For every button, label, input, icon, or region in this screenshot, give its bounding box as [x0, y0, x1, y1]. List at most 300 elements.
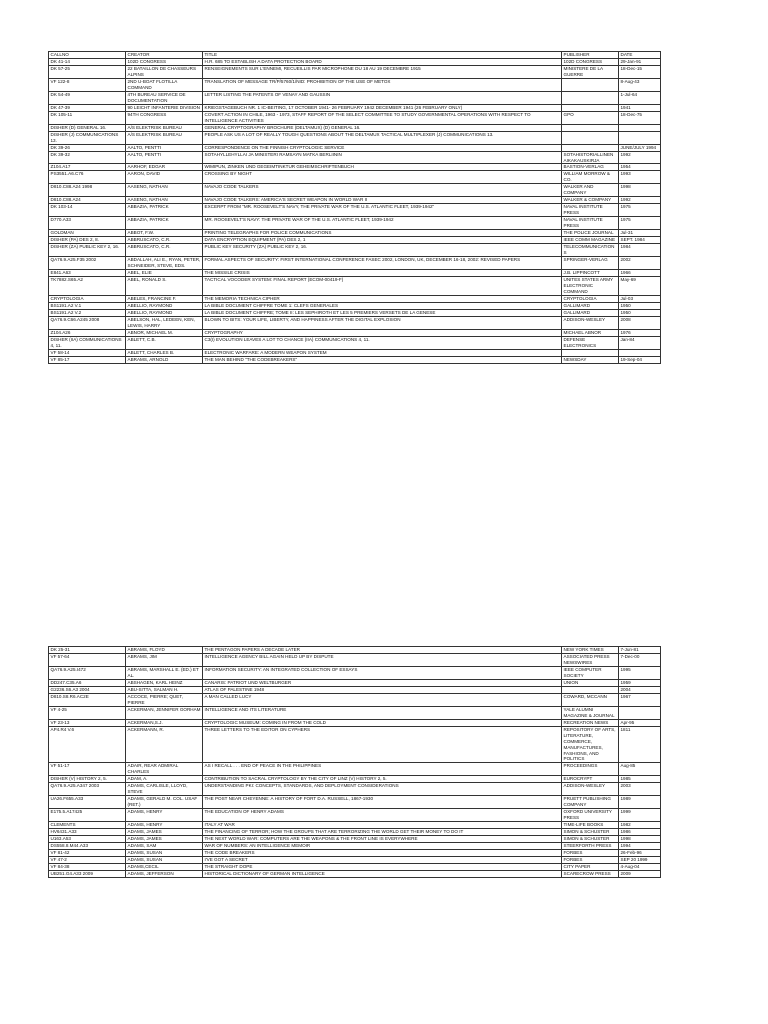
table-row: [49, 763, 661, 776]
date-cell: 1998: [619, 184, 661, 197]
title-cell: HISTORICAL DICTIONARY OF GERMAN INTELLIGENCE: [203, 870, 562, 877]
creator-cell: ABELES, FRANCINE F.: [126, 295, 203, 302]
creator-cell: ADAMS, SAM: [126, 843, 203, 850]
table-row: [49, 144, 661, 151]
publisher-cell: SIMON & SCHUSTER: [562, 836, 619, 843]
table-row: [49, 706, 661, 719]
title-cell: SOTAHYLLEHYLLAI JA MINISTERI RAMSAYN MATKA BERLIININ: [203, 151, 562, 164]
date-cell: SEPT. 1984: [619, 237, 661, 244]
callno-cell: G2236.S6.A3 2004: [49, 686, 126, 693]
publisher-cell: STEERFORTH PRESS: [562, 843, 619, 850]
table-row: [49, 829, 661, 836]
creator-cell: ADAMS, HENRY: [126, 822, 203, 829]
header-row: [49, 52, 661, 59]
publisher-cell: IEEE COMM MAGAZINE: [562, 237, 619, 244]
table-row: [49, 776, 661, 783]
date-cell: Jul-03: [619, 295, 661, 302]
callno-cell: HV6431.A33: [49, 829, 126, 836]
creator-cell: ADAMS, SUSAN: [126, 850, 203, 857]
callno-cell: D770.A33: [49, 217, 126, 230]
title-cell: INTELLIGENCE AND ITS LITERATURE: [203, 706, 562, 719]
publisher-cell: TELECOMMUNICATIONS: [562, 244, 619, 257]
callno-cell: U163.A53: [49, 836, 126, 843]
date-cell: 1975: [619, 217, 661, 230]
title-cell: WAR OF NUMBERS: AN INTELLIGENCE MEMOIR: [203, 843, 562, 850]
table-row: [49, 197, 661, 204]
creator-cell: ABRAMS, JIM: [126, 653, 203, 666]
table-row: [49, 796, 661, 809]
creator-cell: AASENG, NATHAN: [126, 197, 203, 204]
callno-cell: VF 58-14: [49, 349, 126, 356]
callno-cell: PS3551.A6.C76: [49, 171, 126, 184]
creator-cell: ABRAMS, ARNOLD: [126, 356, 203, 363]
table-row: [49, 217, 661, 230]
publisher-cell: SPRINGER-VERLAG: [562, 257, 619, 270]
callno-cell: DK 25-31: [49, 647, 126, 654]
title-cell: THE MAN BEHIND "THE CODEBREAKERS": [203, 356, 562, 363]
table-row: [49, 91, 661, 104]
date-cell: 1950: [619, 302, 661, 309]
publisher-cell: NEWSDAY: [562, 356, 619, 363]
date-cell: 7-Dec-00: [619, 653, 661, 666]
creator-cell: ADAMS, JEFFERSON: [126, 870, 203, 877]
publisher-cell: [562, 78, 619, 91]
creator-cell: 4TH BUREAU SERVICE DE DOCUMENTATION: [126, 91, 203, 104]
creator-cell: ABLETT, CHARLES B.: [126, 349, 203, 356]
callno-cell: QA76.9.C66.A245 2008: [49, 316, 126, 329]
table-row: [49, 237, 661, 244]
creator-cell: ACKERMANN, R.: [126, 726, 203, 763]
creator-cell: ACCOCE, PIERRE; QUET, PIERRE: [126, 693, 203, 706]
title-cell: PRINTING TELEGRAPHS FOR POLICE COMMUNICATIONS: [203, 230, 562, 237]
table-row: [49, 686, 661, 693]
callno-cell: DISHER (PA) DES 2, 8.: [49, 237, 126, 244]
creator-cell: A/S ELEKTRISK BUREAU: [126, 131, 203, 144]
title-cell: LA BIBLE DOCUMENT CHIFFRE; TOME II: LES SEPHIROTH ET LES 5 PREMIERS VERSETS DE LA GENESE: [203, 309, 562, 316]
publisher-cell: COWARD, MCCANN: [562, 693, 619, 706]
creator-cell: AARON, DAVID: [126, 171, 203, 184]
publisher-cell: GALLIMARD: [562, 309, 619, 316]
table-row: [49, 151, 661, 164]
title-cell: CROSSING BY NIGHT: [203, 171, 562, 184]
table-row: [49, 836, 661, 843]
title-cell: THE EDUCATION OF HENRY ADAMS: [203, 809, 562, 822]
creator-cell: ABEL, RONALD S.: [126, 276, 203, 295]
date-cell: 1999: [619, 809, 661, 822]
callno-cell: UB251.G4.A33 2009: [49, 870, 126, 877]
publisher-cell: EUROCRYPT: [562, 776, 619, 783]
callno-cell: DISHER (ZA) PUBLIC KEY 2, 16.: [49, 244, 126, 257]
callno-cell: DK 39-26: [49, 144, 126, 151]
creator-cell: ABRAMS, FLOYD: [126, 647, 203, 654]
date-cell: 19-Sep-04: [619, 356, 661, 363]
date-cell: 7-Jun-81: [619, 647, 661, 654]
publisher-cell: ASSOCIATED PRESS NEWSWIRES: [562, 653, 619, 666]
callno-cell: UA26.F655.A33: [49, 796, 126, 809]
publisher-cell: YALE ALUMNI MAGAZINE & JOURNAL: [562, 706, 619, 719]
table-row: [49, 822, 661, 829]
callno-cell: BS1191.A2 V.2: [49, 309, 126, 316]
table-row: [49, 653, 661, 666]
table-row: [49, 850, 661, 857]
creator-cell: ACKERMAN, JENNIFER GORHAM: [126, 706, 203, 719]
table-row: [49, 719, 661, 726]
publisher-cell: RECREATION NEWS: [562, 719, 619, 726]
table-row: [49, 309, 661, 316]
date-cell: 2003: [619, 783, 661, 796]
table-row: [49, 666, 661, 679]
title-cell: FORMAL ASPECTS OF SECURITY: FIRST INTERNATIONAL CONFERENCE FASEC 2002, LONDON, UK, DECEMBER 16-18, 2002: REVISED PAPERS: [203, 257, 562, 270]
creator-cell: 102D CONGRESS: [126, 58, 203, 65]
callno-cell: Z104.A26: [49, 329, 126, 336]
title-cell: UNDERSTANDING PKI: CONCEPTS, STANDARDS, AND DEPLOYMENT CONSIDERATIONS: [203, 783, 562, 796]
title-cell: DATA ENCRYPTION EQUIPMENT (PA) DES 2, 1: [203, 237, 562, 244]
callno-cell: QA76.9.A25.A347 2003: [49, 783, 126, 796]
table-row: [49, 863, 661, 870]
callno-cell: DK 57-25: [49, 65, 126, 78]
table-row: [49, 184, 661, 197]
title-cell: TITLE: [203, 52, 562, 59]
publisher-cell: PUBLISHER: [562, 52, 619, 59]
publisher-cell: NAVAL INSTITUTE PRESS: [562, 204, 619, 217]
table-row: [49, 230, 661, 237]
date-cell: 1995: [619, 666, 661, 679]
callno-cell: VF 4-25: [49, 706, 126, 719]
callno-cell: VF 23-13: [49, 719, 126, 726]
creator-cell: 2ND U-BOAT FLOTILLA COMMAND: [126, 78, 203, 91]
title-cell: COVERT ACTION IN CHILE, 1963 - 1973, STAFF REPORT OF THE SELECT COMMITTEE TO STUDY GOVERNMENTAL OPERATIONS WITH RESPECT TO INTELLIGENCE ACTIVITIES: [203, 111, 562, 124]
publisher-cell: [562, 131, 619, 144]
callno-cell: DK 105-11: [49, 111, 126, 124]
creator-cell: ABEL, ELIE: [126, 269, 203, 276]
callno-cell: DK 103-14: [49, 204, 126, 217]
title-cell: A MAN CALLED LUCY: [203, 693, 562, 706]
publisher-cell: GPO: [562, 111, 619, 124]
callno-cell: CALLNO: [49, 52, 126, 59]
date-cell: JUNE/JULY 1994: [619, 144, 661, 151]
date-cell: [619, 349, 661, 356]
title-cell: INFORMATION SECURITY: AN INTEGRATED COLLECTION OF ESSAYS: [203, 666, 562, 679]
creator-cell: ADAMS, JAMES: [126, 829, 203, 836]
publisher-cell: WILLIAM MORROW & CO.: [562, 171, 619, 184]
callno-cell: DISHER (IIA) COMMUNICATIONS 4, 11.: [49, 336, 126, 349]
publisher-cell: UNITES STATES ARMY ELECTRONIC COMMAND: [562, 276, 619, 295]
date-cell: [619, 131, 661, 144]
title-cell: CANARIS: PATRIOT UND WELTBURGER: [203, 679, 562, 686]
publisher-cell: REPOSITORY OF ARTS, LITERATURE, COMMERCE, MANUFACTURES, FASHIONS, AND POLITICS: [562, 726, 619, 763]
callno-cell: E841.A63: [49, 269, 126, 276]
creator-cell: 94TH CONGRESS: [126, 111, 203, 124]
publisher-cell: THE POLICE JOURNAL: [562, 230, 619, 237]
callno-cell: DISHER (J) COMMUNICATIONS 13.: [49, 131, 126, 144]
table-row: [49, 349, 661, 356]
creator-cell: ABELLIO, RAYMOND: [126, 309, 203, 316]
publisher-cell: NEW YORK TIMES: [562, 647, 619, 654]
table-row: [49, 257, 661, 270]
creator-cell: ADAMS, CARLISLE, LLOYD, STEVE: [126, 783, 203, 796]
creator-cell: ADAMS,CECIL: [126, 863, 203, 870]
title-cell: PUBLIC KEY SECURITY (ZA) PUBLIC KEY 2, 16.: [203, 244, 562, 257]
creator-cell: ABBAZIA, PATRICK: [126, 204, 203, 217]
creator-cell: ABBRUSCATO, C.R.: [126, 237, 203, 244]
title-cell: THE MEMORIA TECHNICA CIPHER: [203, 295, 562, 302]
publisher-cell: FORBES: [562, 857, 619, 864]
title-cell: CRYPTOLOGIC MUSEUM: COMING IN FROM THE COLD: [203, 719, 562, 726]
date-cell: 26-Feb-96: [619, 850, 661, 857]
title-cell: THE FINANCING OF TERROR; HOW THE GROUPS THAT ARE TERRORIZING THE WORLD GET THEIR MONEY TO DO IT: [203, 829, 562, 836]
callno-cell: D810.S8.R6.AC2E: [49, 693, 126, 706]
table-row: [49, 111, 661, 124]
creator-cell: AALTO, PENTTI: [126, 144, 203, 151]
publisher-cell: GALLIMARD: [562, 302, 619, 309]
title-cell: LETTER LISTING THE PATENTS OF VENAY AND GAUSSIN: [203, 91, 562, 104]
creator-cell: ABU-SITTA, SALMAN H.: [126, 686, 203, 693]
date-cell: Jul-31: [619, 230, 661, 237]
date-cell: 1975: [619, 204, 661, 217]
date-cell: 1984: [619, 244, 661, 257]
date-cell: 1976: [619, 329, 661, 336]
callno-cell: Z104.A17: [49, 164, 126, 171]
publisher-cell: [562, 104, 619, 111]
callno-cell: VF 84-38: [49, 863, 126, 870]
date-cell: 1941: [619, 104, 661, 111]
table-row: [49, 65, 661, 78]
callno-cell: CRYPTOLOGIA: [49, 295, 126, 302]
table-row: [49, 204, 661, 217]
date-cell: [619, 124, 661, 131]
callno-cell: VF 122-8: [49, 78, 126, 91]
callno-cell: DK 39-32: [49, 151, 126, 164]
table-row: [49, 78, 661, 91]
title-cell: NAVAJO CODE TALKERS: AMERICA'S SECRET WEAPON IN WORLD WAR II: [203, 197, 562, 204]
creator-cell: ABBRUSCATO, C.R.: [126, 244, 203, 257]
date-cell: 1811: [619, 726, 661, 763]
title-cell: I'VE GOT A SECRET: [203, 857, 562, 864]
publisher-cell: J.B. LIPPINCOTT: [562, 269, 619, 276]
callno-cell: E175.5.A17425: [49, 809, 126, 822]
title-cell: CRYPTOGRAPHY: [203, 329, 562, 336]
creator-cell: ABBAZIA, PATRICK: [126, 217, 203, 230]
creator-cell: ADAMS, HENRY: [126, 809, 203, 822]
creator-cell: ABRAMS, MARSHALL E. (ED.) ET AL.: [126, 666, 203, 679]
callno-cell: VF 57-64: [49, 653, 126, 666]
date-cell: 1-Jul-64: [619, 91, 661, 104]
creator-cell: CREATOR: [126, 52, 203, 59]
date-cell: 1959: [619, 679, 661, 686]
publisher-cell: [562, 144, 619, 151]
table-row: [49, 131, 661, 144]
date-cell: 1967: [619, 693, 661, 706]
publisher-cell: PRUETT PUBLISHING COMPANY: [562, 796, 619, 809]
callno-cell: VF 85-17: [49, 356, 126, 363]
callno-cell: DS558.8.M44.A33: [49, 843, 126, 850]
creator-cell: ADAIR, REAR ADMIRAL CHARLES: [126, 763, 203, 776]
title-cell: MR. ROOSEVELT'S NAVY: THE PRIVATE WAR OF THE U.S. ATLANTIC FLEET, 1939-1942: [203, 217, 562, 230]
creator-cell: ADAMS, GERALD M. COL. USAF (RET.): [126, 796, 203, 809]
callno-cell: VF 51-17: [49, 763, 126, 776]
table-row: [49, 679, 661, 686]
table-row: [49, 269, 661, 276]
date-cell: 4-Aug-04: [619, 863, 661, 870]
title-cell: PEOPLE ASK US A LOT OF REALLY TOUGH QUESTIONS ABOUT THE DELTAMUX TACTICAL MULTIPLEXER (J) COMMUNICATIONS 13.: [203, 131, 562, 144]
table-row: [49, 316, 661, 329]
callno-cell: DK 41-14: [49, 58, 126, 65]
table-row: [49, 171, 661, 184]
callno-cell: VF 47-2: [49, 857, 126, 864]
table-row: [49, 124, 661, 131]
publisher-cell: PROCEEDINGS: [562, 763, 619, 776]
date-cell: 1985: [619, 776, 661, 783]
title-cell: NAVAJO CODE TALKERS: [203, 184, 562, 197]
publisher-cell: CITY PAPER: [562, 863, 619, 870]
title-cell: EXCERPT FROM "MR. ROOSEVELT'S NAVY, THE PRIVATE WAR OF THE U.S. ATLANTIC FLEET, 1939-1942": [203, 204, 562, 217]
publisher-cell: [562, 349, 619, 356]
title-cell: TACTICAL VOCODER SYSTEM: FINAL REPORT (ECOM-00419-F): [203, 276, 562, 295]
publisher-cell: CRYPTOLOGIA: [562, 295, 619, 302]
table-row: [49, 295, 661, 302]
date-cell: 29-Jan-91: [619, 58, 661, 65]
publisher-cell: WALKER & COMPANY: [562, 197, 619, 204]
callno-cell: BS1191.A2 V.1: [49, 302, 126, 309]
title-cell: ITALY AT WAR: [203, 822, 562, 829]
date-cell: 1950: [619, 309, 661, 316]
table-row: [49, 356, 661, 363]
publisher-cell: 102D CONGRESS: [562, 58, 619, 65]
table-row: [49, 726, 661, 763]
creator-cell: ADAMS, SUSAN: [126, 857, 203, 864]
table-row: [49, 783, 661, 796]
callno-cell: AP4.R4 V.6: [49, 726, 126, 763]
title-cell: CONTRIBUTION TO SACRAL CRYPTOLOGY BY THE CITY OF LINZ (V) HISTORY 2, 5.: [203, 776, 562, 783]
title-cell: CORRESPONDENCE ON THE FINNISH CRYPTOLOGIC SERVICE: [203, 144, 562, 151]
title-cell: THE PENTAGON PAPERS A DECADE LATER: [203, 647, 562, 654]
creator-cell: ADAM, A.: [126, 776, 203, 783]
date-cell: 1994: [619, 843, 661, 850]
creator-cell: ABBOT, F.W.: [126, 230, 203, 237]
date-cell: 1993: [619, 171, 661, 184]
title-cell: WIMIPUN, ZINKEN UND GEGEIMTINKTUR GEHEIMSCHRIFTENBUCH: [203, 164, 562, 171]
publisher-cell: IEEE COMPUTER SOCIETY: [562, 666, 619, 679]
publisher-cell: TIME-LIFE BOOKS: [562, 822, 619, 829]
title-cell: ATLAS OF PALESTINE 1948: [203, 686, 562, 693]
callno-cell: DISHER (D) GENERAL 16.: [49, 124, 126, 131]
publisher-cell: MICHAEL ABNOR: [562, 329, 619, 336]
creator-cell: 22 BATAILLON DE CHASSEURS ALPINS: [126, 65, 203, 78]
creator-cell: 90 LEICHT INFANTERIE DIVISION: [126, 104, 203, 111]
table-row: [49, 164, 661, 171]
date-cell: 1982: [619, 822, 661, 829]
callno-cell: QA76.9.A25.F35 2002: [49, 257, 126, 270]
publisher-cell: SOTAHISTORIALLINEN AIKAKAUSKIRJA: [562, 151, 619, 164]
creator-cell: ABELLIO, RAYMOND: [126, 302, 203, 309]
date-cell: May-69: [619, 276, 661, 295]
date-cell: SEP 20 1999: [619, 857, 661, 864]
title-cell: INTELLIGENCE AGENCY BILL AGAIN HELD UP BY DISPUTE: [203, 653, 562, 666]
callno-cell: VF 81-42: [49, 850, 126, 857]
title-cell: THE MISSILE CRISIS: [203, 269, 562, 276]
publisher-cell: UNION: [562, 679, 619, 686]
table-row: [49, 647, 661, 654]
title-cell: ELECTRONIC WARFARE: A MODERN WEAPON SYSTEM: [203, 349, 562, 356]
creator-cell: ABLETT, C.B.: [126, 336, 203, 349]
date-cell: 1992: [619, 197, 661, 204]
catalog-table-top: [48, 51, 661, 364]
publisher-cell: SCARECROW PRESS: [562, 870, 619, 877]
publisher-cell: [562, 91, 619, 104]
date-cell: 2002: [619, 257, 661, 270]
creator-cell: AASENG, NATHAN: [126, 184, 203, 197]
catalog-table-bottom: [48, 646, 661, 878]
date-cell: 2008: [619, 316, 661, 329]
title-cell: BLOWN TO BITS: YOUR LIFE, LIBERTY, AND HAPPINESS AFTER THE DIGITAL EXPLOSION: [203, 316, 562, 329]
date-cell: Apr-95: [619, 719, 661, 726]
publisher-cell: ADDISON-WESLEY: [562, 316, 619, 329]
creator-cell: ABDALLAH, ALI E., RYAN, PETER, SCHNEIDER, STEVE, EDS.: [126, 257, 203, 270]
creator-cell: ADAMS, JAMES: [126, 836, 203, 843]
creator-cell: ABELSON, HAL, LEDEEN, KEN, LEWIS, HARRY: [126, 316, 203, 329]
date-cell: 8-Aug-43: [619, 78, 661, 91]
date-cell: 18-Dec-15: [619, 65, 661, 78]
callno-cell: DK 54-49: [49, 91, 126, 104]
table-row: [49, 809, 661, 822]
table-row: [49, 857, 661, 864]
title-cell: THE NEXT WORLD WAR: COMPUTERS ARE THE WEAPONS & THE FRONT LINE IS EVERYWHERE: [203, 836, 562, 843]
title-cell: TRANSLATION OF MESSAGE TR/P/5760/1/NID: PROHIBITION OF THE USE OF METOX: [203, 78, 562, 91]
creator-cell: AARHOF, EDGAR: [126, 164, 203, 171]
publisher-cell: [562, 124, 619, 131]
publisher-cell: FORBES: [562, 850, 619, 857]
callno-cell: DK 47-39: [49, 104, 126, 111]
publisher-cell: BASTION-VERLAG: [562, 164, 619, 171]
title-cell: THE POST NEAR CHEYENNE: A HISTORY OF FORT D.A. RUSSELL, 1867-1930: [203, 796, 562, 809]
publisher-cell: [562, 686, 619, 693]
date-cell: DATE: [619, 52, 661, 59]
date-cell: 2009: [619, 870, 661, 877]
table-row: [49, 302, 661, 309]
date-cell: [619, 706, 661, 719]
date-cell: 2004: [619, 686, 661, 693]
title-cell: H.R. 685 TO ESTABLISH A DATA PROTECTION BOARD: [203, 58, 562, 65]
creator-cell: ABSHAGEN, KARL HEINZ: [126, 679, 203, 686]
date-cell: Jan-84: [619, 336, 661, 349]
callno-cell: DISHER (V) HISTORY 2, 5.: [49, 776, 126, 783]
title-cell: THE CODE BREAKERS: [203, 850, 562, 857]
creator-cell: ABNOR, MICHAEL M.: [126, 329, 203, 336]
table-row: [49, 329, 661, 336]
table-row: [49, 276, 661, 295]
date-cell: 18-Dec-75: [619, 111, 661, 124]
callno-cell: D810.C88.A24: [49, 197, 126, 204]
title-cell: THE STRAIGHT DOPE: [203, 863, 562, 870]
callno-cell: DD247.C35.A6: [49, 679, 126, 686]
date-cell: Aug-85: [619, 763, 661, 776]
table-row: [49, 58, 661, 65]
table-row: [49, 336, 661, 349]
title-cell: GENERAL CRYPTOGRAPHY BROCHURE (DELTAMUX) (D) GENERAL 16.: [203, 124, 562, 131]
title-cell: LA BIBLE DOCUMENT CHIFFRE TOME 1: CLEFS GENERALES: [203, 302, 562, 309]
publisher-cell: ADDISON-WESLEY: [562, 783, 619, 796]
table-row: [49, 244, 661, 257]
title-cell: AS I RECALL . . . END OF PEACE IN THE PHILIPPINES: [203, 763, 562, 776]
title-cell: KRIEGSTAGEBUCH NR. 1 IC-BEITING, 17 OCTOBER 1941- 26 FEBRUARY 1942 DECEMBER 1941 (26 FEBRUARY ONLY): [203, 104, 562, 111]
callno-cell: GOLDMAN: [49, 230, 126, 237]
publisher-cell: OXFORD UNIVERSITY PRESS: [562, 809, 619, 822]
date-cell: 1998: [619, 836, 661, 843]
callno-cell: QA76.9.A25.I472: [49, 666, 126, 679]
table-row: [49, 104, 661, 111]
table-row: [49, 693, 661, 706]
publisher-cell: SIMON & SCHUSTER: [562, 829, 619, 836]
